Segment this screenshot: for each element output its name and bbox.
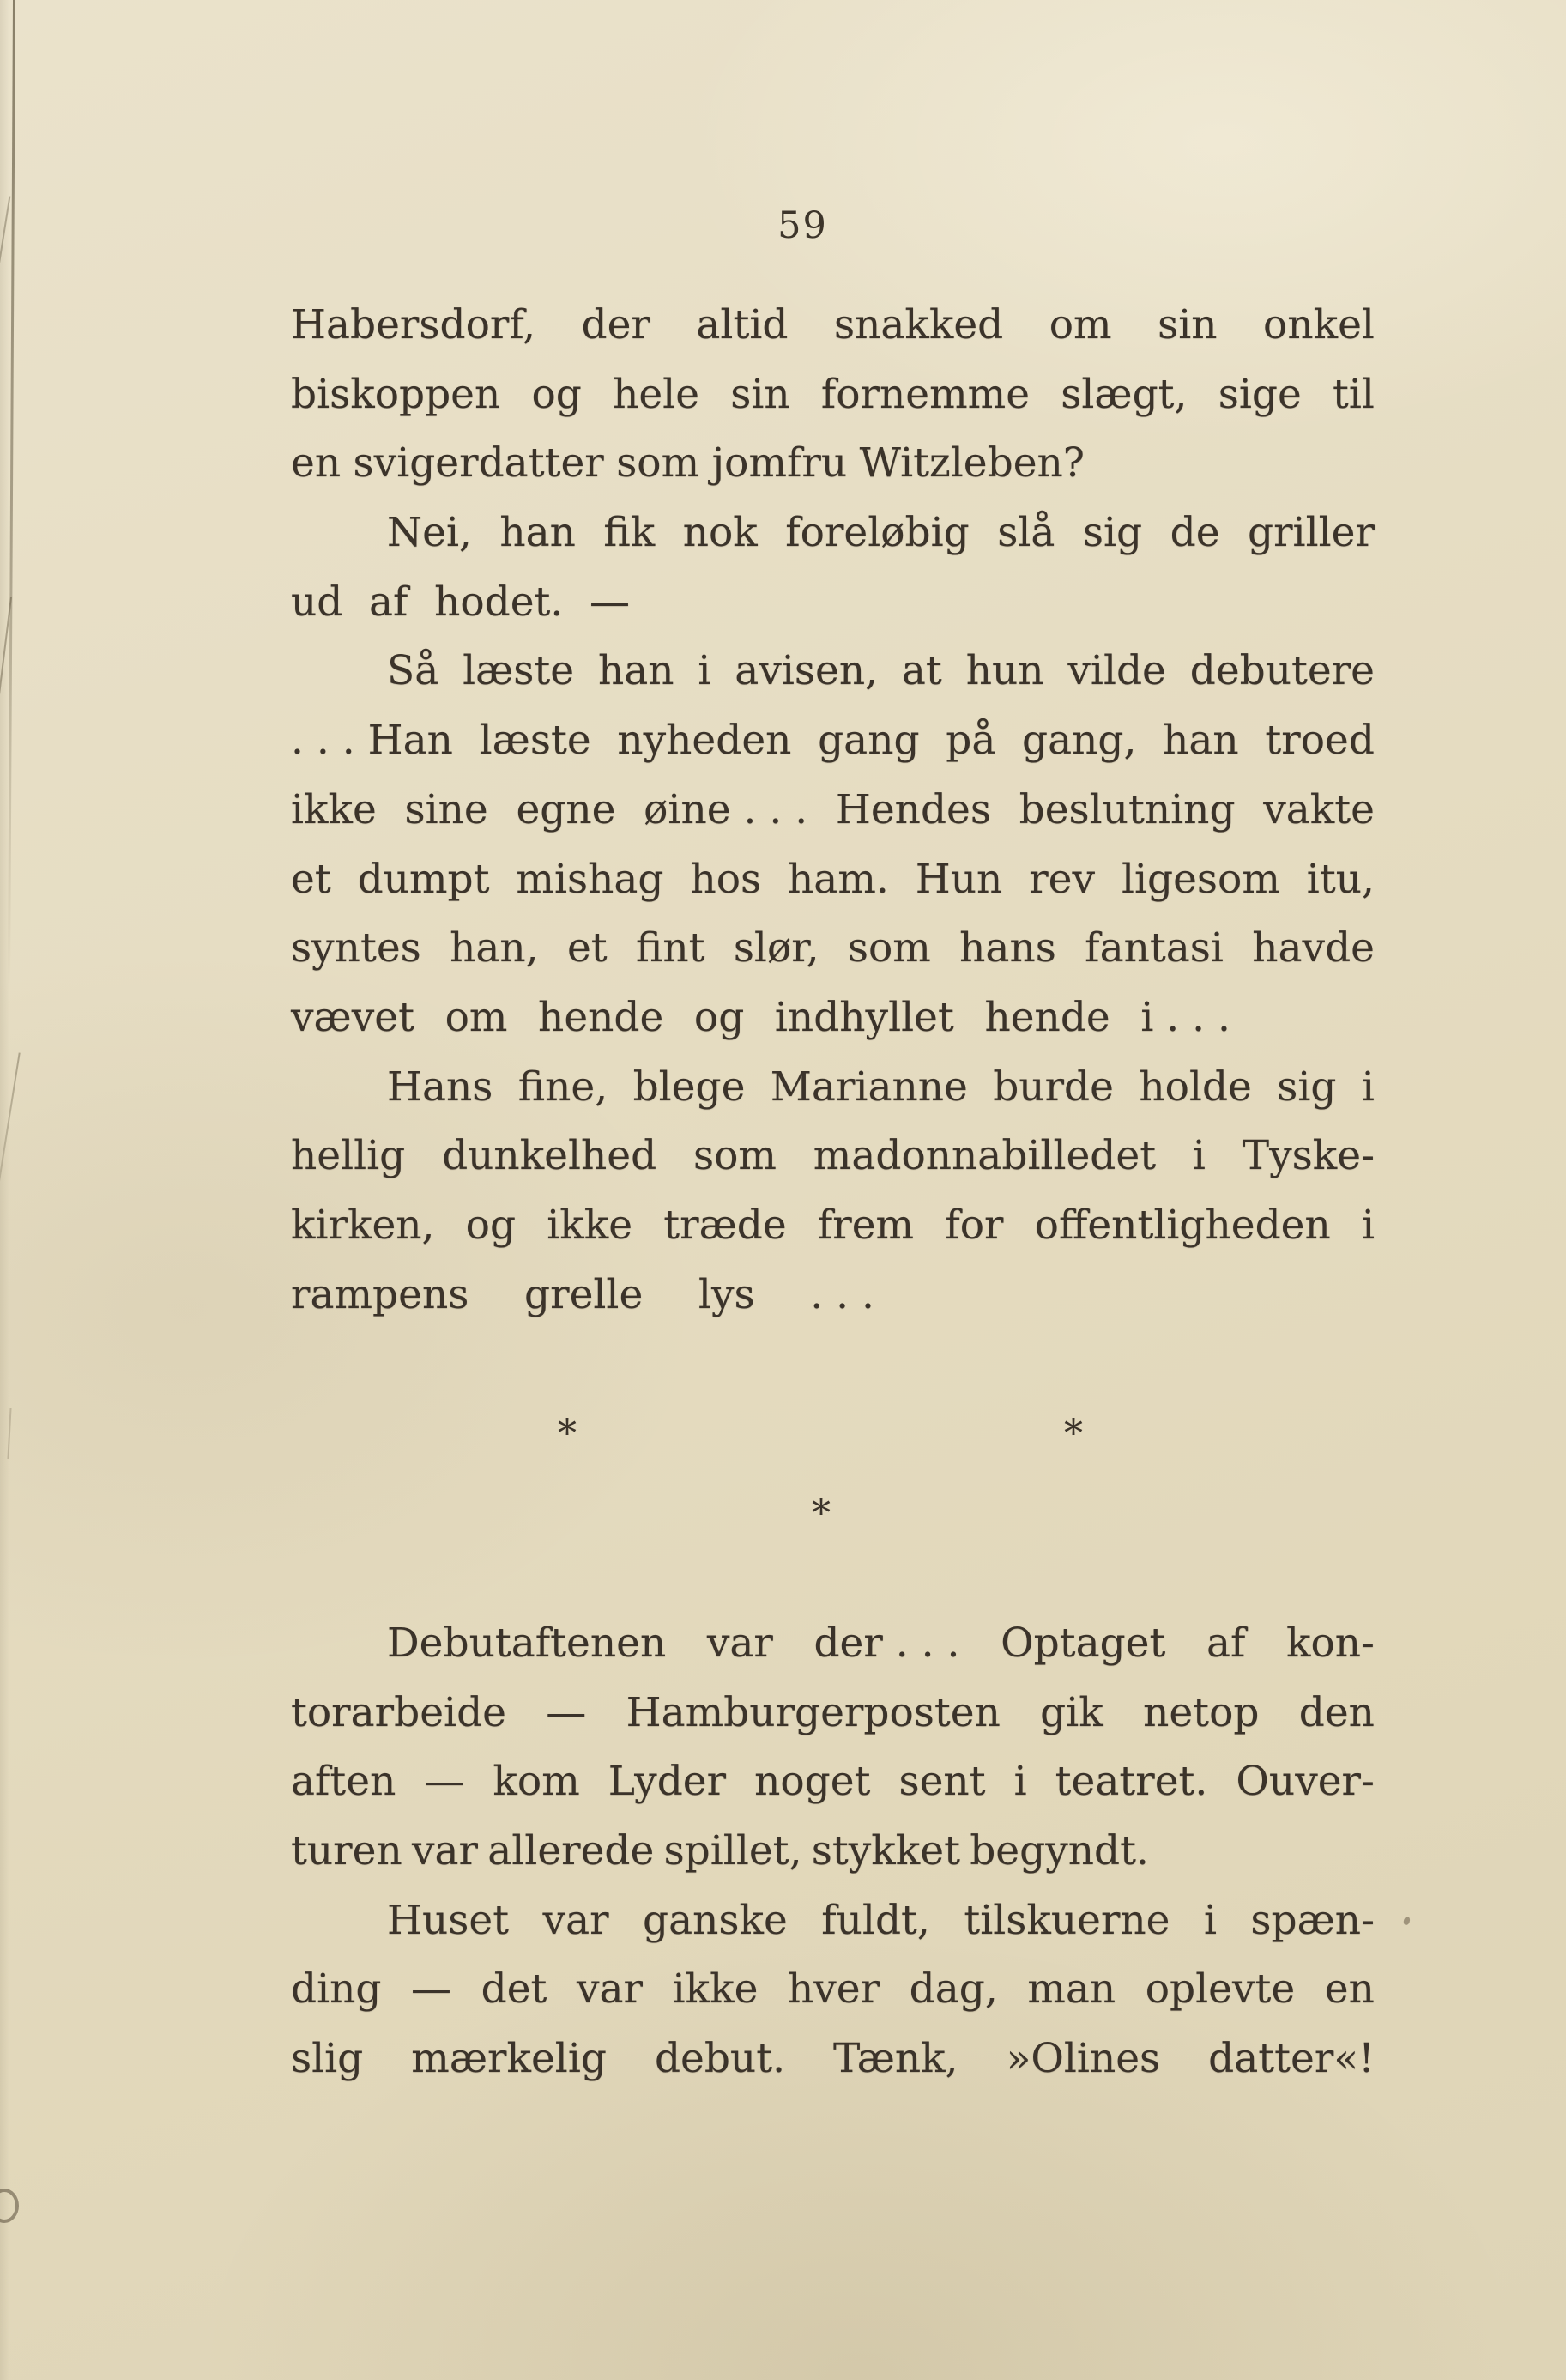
word: i bbox=[1192, 1132, 1206, 1180]
word: fine, bbox=[517, 1063, 608, 1111]
word: sig bbox=[1277, 1063, 1337, 1111]
word: slør, bbox=[733, 924, 819, 972]
text-line bbox=[291, 439, 1085, 508]
text-line bbox=[387, 1896, 1375, 1965]
text-line bbox=[291, 300, 1375, 370]
word: i bbox=[1361, 1201, 1375, 1249]
text-line bbox=[291, 1270, 874, 1340]
word: Optaget bbox=[1001, 1620, 1166, 1667]
text-line bbox=[291, 1201, 1375, 1270]
word: af bbox=[369, 578, 408, 626]
word: sin bbox=[730, 370, 790, 418]
page-number: 59 bbox=[777, 204, 828, 247]
word: kirken, bbox=[291, 1201, 435, 1249]
word: burde bbox=[993, 1063, 1114, 1111]
word: dunkelhed bbox=[442, 1132, 657, 1180]
word: »Olines bbox=[1006, 2035, 1161, 2083]
text-line bbox=[291, 1688, 1375, 1758]
word: var bbox=[411, 1827, 478, 1875]
word: var bbox=[706, 1620, 773, 1667]
text-line bbox=[291, 370, 1375, 439]
word: griller bbox=[1247, 509, 1375, 557]
word: hende bbox=[538, 993, 664, 1041]
word: i . . . bbox=[1140, 993, 1230, 1041]
word: hellig bbox=[291, 1132, 406, 1180]
word: slægt, bbox=[1061, 370, 1188, 418]
word: at bbox=[901, 647, 942, 695]
word: den bbox=[1298, 1688, 1375, 1736]
word: rampens bbox=[291, 1270, 469, 1318]
word: Tyske- bbox=[1242, 1132, 1375, 1180]
word: noget bbox=[754, 1758, 871, 1806]
word: af bbox=[1206, 1620, 1246, 1667]
word: som bbox=[847, 924, 931, 972]
word: kon- bbox=[1286, 1620, 1375, 1667]
word: . . . Han bbox=[291, 717, 453, 765]
word: ikke bbox=[291, 785, 377, 833]
word: turen bbox=[291, 1827, 402, 1875]
word: debut. bbox=[654, 2035, 786, 2083]
text-line bbox=[291, 2034, 1375, 2104]
word: tilskuerne bbox=[964, 1896, 1170, 1944]
word: vævet bbox=[291, 993, 414, 1041]
word: dag, bbox=[909, 1965, 998, 2014]
word: Witzleben? bbox=[859, 439, 1085, 488]
word: havde bbox=[1252, 924, 1375, 972]
word: datter«! bbox=[1208, 2035, 1375, 2083]
word: et bbox=[566, 924, 608, 972]
text-line bbox=[291, 1965, 1375, 2034]
word: som bbox=[616, 439, 700, 488]
word: netop bbox=[1143, 1688, 1260, 1736]
word: altid bbox=[696, 301, 789, 348]
word: jomfru bbox=[711, 439, 848, 488]
word: itu, bbox=[1306, 855, 1375, 903]
word: biskoppen bbox=[291, 370, 501, 418]
word: . . . bbox=[810, 1270, 874, 1318]
word: — bbox=[590, 578, 630, 626]
word: allerede bbox=[487, 1827, 655, 1875]
text-line bbox=[387, 508, 1375, 578]
text-line bbox=[291, 1131, 1375, 1201]
word: Huset bbox=[387, 1896, 510, 1944]
word: dumpt bbox=[357, 855, 490, 903]
word: — bbox=[424, 1758, 465, 1806]
section-separator-asterisk: * bbox=[812, 1492, 831, 1535]
word: hende bbox=[984, 993, 1110, 1041]
text-line bbox=[387, 1619, 1375, 1688]
word: gik bbox=[1040, 1688, 1103, 1736]
word: Tænk, bbox=[833, 2035, 958, 2083]
word: det bbox=[481, 1965, 547, 2014]
word: foreløbig bbox=[785, 509, 970, 557]
word: Marianne bbox=[770, 1063, 968, 1111]
word: hele bbox=[613, 370, 700, 418]
word: syntes bbox=[291, 924, 421, 972]
body-text-section-1 bbox=[291, 300, 1375, 1339]
word: frem bbox=[817, 1201, 915, 1249]
word: fantasi bbox=[1085, 924, 1224, 972]
word: sine bbox=[404, 785, 488, 833]
word: gang, bbox=[1022, 717, 1137, 765]
word: Habersdorf, bbox=[291, 301, 536, 348]
text-line bbox=[291, 993, 1230, 1063]
word: ham. bbox=[788, 855, 889, 903]
word: vilde bbox=[1067, 647, 1166, 695]
text-line bbox=[291, 1826, 1149, 1896]
word: Hamburgerposten bbox=[626, 1688, 1001, 1736]
word: indhyllet bbox=[774, 993, 954, 1041]
word: madonnabilledet bbox=[813, 1132, 1157, 1180]
word: et bbox=[291, 855, 331, 903]
word: ganske bbox=[643, 1896, 788, 1944]
word: træde bbox=[663, 1201, 787, 1249]
word: gang bbox=[818, 717, 920, 765]
word: var bbox=[542, 1896, 609, 1944]
text-line bbox=[291, 578, 630, 647]
word: de bbox=[1170, 509, 1220, 557]
section-separator-asterisk: * bbox=[558, 1412, 577, 1456]
word: en bbox=[291, 439, 342, 488]
word: grelle bbox=[524, 1270, 644, 1318]
word: i bbox=[1361, 1063, 1375, 1111]
text-line bbox=[387, 646, 1375, 716]
word: sent bbox=[898, 1758, 986, 1806]
word: Hendes bbox=[835, 785, 991, 833]
word: og bbox=[693, 993, 745, 1041]
text-line bbox=[291, 716, 1375, 785]
word: svigerdatter bbox=[353, 439, 604, 488]
word: — bbox=[411, 1965, 452, 2014]
text-line bbox=[291, 1757, 1375, 1826]
word: sige bbox=[1218, 370, 1302, 418]
word: han, bbox=[450, 924, 539, 972]
word: ikke bbox=[672, 1965, 759, 2014]
word: slå bbox=[997, 509, 1055, 557]
word: i bbox=[1013, 1758, 1027, 1806]
word: debutere bbox=[1189, 647, 1375, 695]
word: begyndt. bbox=[970, 1827, 1149, 1875]
word: ding bbox=[291, 1965, 382, 2014]
word: Hun bbox=[915, 855, 1003, 903]
word: Nei, bbox=[387, 509, 472, 557]
word: fik bbox=[603, 509, 656, 557]
word: som bbox=[693, 1132, 777, 1180]
word: var bbox=[576, 1965, 644, 2014]
word: i bbox=[1203, 1896, 1217, 1944]
word: blege bbox=[632, 1063, 746, 1111]
word: lys bbox=[698, 1270, 755, 1318]
word: egne bbox=[516, 785, 616, 833]
word: ud bbox=[291, 578, 343, 626]
word: Hans bbox=[387, 1063, 493, 1111]
word: aften bbox=[291, 1758, 396, 1806]
word: slig bbox=[291, 2035, 364, 2083]
word: fuldt, bbox=[821, 1896, 930, 1944]
word: der . . . bbox=[813, 1620, 960, 1667]
text-line bbox=[387, 1063, 1375, 1132]
ink-speck bbox=[1402, 1916, 1411, 1926]
word: — bbox=[546, 1688, 587, 1736]
word: nok bbox=[682, 509, 758, 557]
word: han bbox=[1163, 717, 1239, 765]
word: hver bbox=[787, 1965, 880, 2014]
word: hos bbox=[690, 855, 762, 903]
word: stykket bbox=[811, 1827, 960, 1875]
word: Ouver- bbox=[1236, 1758, 1375, 1806]
word: fornemme bbox=[820, 370, 1031, 418]
word: spillet, bbox=[663, 1827, 802, 1875]
word: i bbox=[698, 647, 711, 695]
word: fint bbox=[635, 924, 705, 972]
word: Så bbox=[387, 647, 439, 695]
word: rev bbox=[1029, 855, 1096, 903]
word: mishag bbox=[516, 855, 664, 903]
word: hodet. bbox=[434, 578, 564, 626]
word: onkel bbox=[1263, 301, 1375, 348]
word: Lyder bbox=[608, 1758, 727, 1806]
word: holde bbox=[1139, 1063, 1252, 1111]
body-text-section-2 bbox=[291, 1619, 1375, 2104]
word: troed bbox=[1265, 717, 1375, 765]
word: på bbox=[946, 717, 996, 765]
word: ikke bbox=[547, 1201, 633, 1249]
word: for bbox=[945, 1201, 1004, 1249]
word: mærkelig bbox=[411, 2035, 607, 2083]
word: man bbox=[1027, 1965, 1116, 2014]
word: sin bbox=[1158, 301, 1218, 348]
word: ligesom bbox=[1121, 855, 1280, 903]
word: Debutaftenen bbox=[387, 1620, 667, 1667]
word: vakte bbox=[1263, 785, 1375, 833]
word: til bbox=[1332, 370, 1375, 418]
word: oplevte bbox=[1145, 1965, 1296, 2014]
word: og bbox=[531, 370, 582, 418]
word: nyheden bbox=[617, 717, 792, 765]
word: hans bbox=[959, 924, 1056, 972]
word: læste bbox=[463, 647, 575, 695]
word: om bbox=[1049, 301, 1112, 348]
word: teatret. bbox=[1055, 1758, 1208, 1806]
word: offentligheden bbox=[1034, 1201, 1331, 1249]
word: og bbox=[465, 1201, 517, 1249]
word: snakked bbox=[833, 301, 1004, 348]
section-separator-asterisk: * bbox=[1064, 1412, 1083, 1456]
page-gutter-shadow bbox=[0, 0, 9, 2380]
word: en bbox=[1324, 1965, 1375, 2014]
margin-ink-mark bbox=[0, 2189, 19, 2223]
word: øine . . . bbox=[644, 785, 808, 833]
word: sig bbox=[1082, 509, 1143, 557]
word: der bbox=[581, 301, 650, 348]
text-line bbox=[291, 924, 1375, 993]
word: han bbox=[499, 509, 576, 557]
word: avisen, bbox=[735, 647, 879, 695]
word: hun bbox=[965, 647, 1044, 695]
text-line bbox=[291, 785, 1375, 855]
word: beslutning bbox=[1019, 785, 1236, 833]
word: spæn- bbox=[1250, 1896, 1375, 1944]
word: kom bbox=[493, 1758, 580, 1806]
word: om bbox=[444, 993, 508, 1041]
word: han bbox=[597, 647, 674, 695]
word: torarbeide bbox=[291, 1688, 506, 1736]
text-line bbox=[291, 855, 1375, 924]
word: læste bbox=[479, 717, 591, 765]
